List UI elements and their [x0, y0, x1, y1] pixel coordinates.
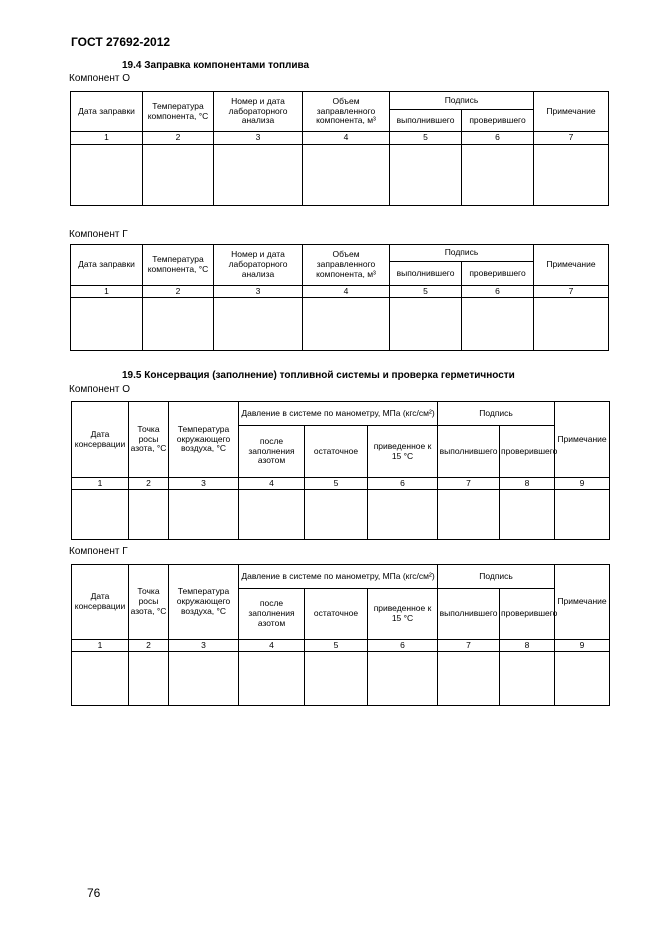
col-header-reduced: приведенное к 15 °С	[368, 589, 438, 640]
col-header-temp: Температура компонента, °С	[143, 245, 214, 286]
col-number: 2	[143, 132, 214, 145]
col-header-note: Примечание	[534, 92, 609, 132]
col-header-checker: проверившего	[500, 426, 555, 478]
col-header-date: Дата заправки	[71, 245, 143, 286]
refuel-table-component-o	[70, 91, 609, 206]
col-header-date: Дата консервации	[72, 402, 129, 478]
col-header-lab: Номер и дата лабораторного анализа	[214, 92, 303, 132]
col-header-signature: Подпись	[390, 92, 534, 110]
col-header-date: Дата заправки	[71, 92, 143, 132]
col-header-after-fill: после заполнения азотом	[239, 426, 305, 478]
col-number: 3	[214, 286, 303, 298]
col-header-note: Примечание	[555, 565, 610, 640]
preservation-table-component-o	[71, 401, 610, 540]
col-header-dew-point: Точка росы азота, °С	[129, 402, 169, 478]
col-header-residual: остаточное	[305, 589, 368, 640]
col-header-volume: Объем заправленного компонента, м³	[303, 245, 390, 286]
col-header-signature: Подпись	[438, 402, 555, 426]
col-number: 1	[71, 286, 143, 298]
col-number: 4	[239, 478, 305, 490]
col-header-performer: выполнившего	[390, 262, 462, 286]
col-header-checker: проверившего	[462, 110, 534, 132]
col-number: 7	[534, 286, 609, 298]
col-header-checker: проверившего	[500, 589, 555, 640]
col-number: 7	[534, 132, 609, 145]
col-header-reduced: приведенное к 15 °С	[368, 426, 438, 478]
col-number: 5	[305, 640, 368, 652]
col-header-note: Примечание	[534, 245, 609, 286]
col-header-dew-point: Точка росы азота, °С	[129, 565, 169, 640]
col-number: 3	[169, 640, 239, 652]
col-number: 1	[71, 132, 143, 145]
col-number: 2	[129, 640, 169, 652]
col-header-signature: Подпись	[438, 565, 555, 589]
col-header-performer: выполнившего	[438, 426, 500, 478]
page-number: 76	[87, 886, 101, 900]
section-19-4-component-g-label: Компонент Г	[69, 229, 128, 240]
section-19-5-component-g-label: Компонент Г	[69, 546, 128, 557]
col-number: 1	[72, 640, 129, 652]
section-19-4-title: 19.4 Заправка компонентами топлива	[122, 60, 310, 71]
col-header-performer: выполнившего	[390, 110, 462, 132]
col-number: 2	[129, 478, 169, 490]
table-row	[71, 145, 609, 206]
section-19-5-title: 19.5 Консервация (заполнение) топливной системы и проверка герметичности	[122, 370, 515, 381]
col-number: 8	[500, 478, 555, 490]
section-19-4-component-o-label: Компонент О	[69, 73, 130, 84]
col-number: 6	[462, 286, 534, 298]
col-header-note: Примечание	[555, 402, 610, 478]
col-number: 6	[368, 640, 438, 652]
col-number: 3	[169, 478, 239, 490]
col-number: 5	[390, 132, 462, 145]
col-number: 4	[239, 640, 305, 652]
col-number: 1	[72, 478, 129, 490]
refuel-table-component-g	[70, 244, 609, 351]
table-row	[72, 652, 610, 706]
col-number: 5	[305, 478, 368, 490]
col-header-checker: проверившего	[462, 262, 534, 286]
col-number: 4	[303, 286, 390, 298]
col-header-lab: Номер и дата лабораторного анализа	[214, 245, 303, 286]
col-number: 6	[368, 478, 438, 490]
col-number: 6	[462, 132, 534, 145]
col-header-temp: Температура компонента, °С	[143, 92, 214, 132]
col-number: 3	[214, 132, 303, 145]
col-header-air-temp: Температура окружающего воздуха, °С	[169, 402, 239, 478]
col-number: 5	[390, 286, 462, 298]
section-19-5-component-o-label: Компонент О	[69, 384, 130, 395]
col-header-signature: Подпись	[390, 245, 534, 262]
col-number: 7	[438, 478, 500, 490]
document-header: ГОСТ 27692-2012	[71, 35, 171, 49]
col-header-pressure: Давление в системе по манометру, МПа (кгс/см²)	[239, 565, 438, 589]
col-number: 7	[438, 640, 500, 652]
col-header-volume: Объем заправленного компонента, м³	[303, 92, 390, 132]
col-header-date: Дата консервации	[72, 565, 129, 640]
col-header-after-fill: после заполнения азотом	[239, 589, 305, 640]
col-number: 4	[303, 132, 390, 145]
col-number: 2	[143, 286, 214, 298]
col-header-residual: остаточное	[305, 426, 368, 478]
col-number: 8	[500, 640, 555, 652]
col-number: 9	[555, 478, 610, 490]
table-row	[71, 298, 609, 351]
col-number: 9	[555, 640, 610, 652]
col-header-performer: выполнившего	[438, 589, 500, 640]
col-header-pressure: Давление в системе по манометру, МПа (кгс/см²)	[239, 402, 438, 426]
table-row	[72, 490, 610, 540]
col-header-air-temp: Температура окружающего воздуха, °С	[169, 565, 239, 640]
preservation-table-component-g	[71, 564, 610, 706]
